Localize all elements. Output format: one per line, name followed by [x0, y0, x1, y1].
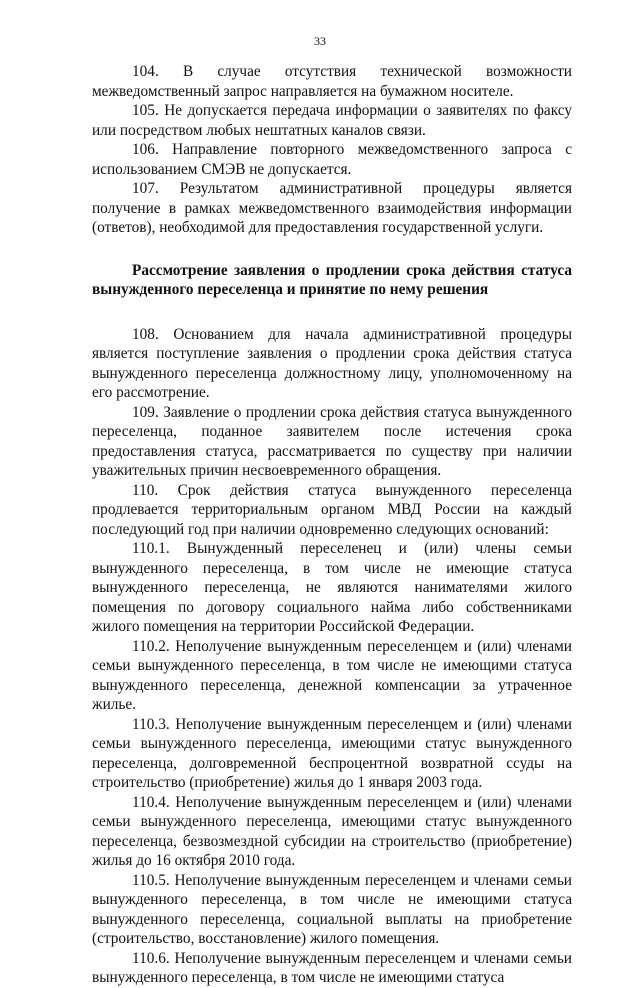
paragraph-110-2: 110.2. Неполучение вынужденным переселенцем и (или) членами семьи вынужденного переселенца, в том числе не имеющими статуса вынужденного переселенца, денежной компенсации за утраченное жилье. [92, 637, 572, 713]
page-number: 33 [314, 34, 326, 48]
paragraph-109: 109. Заявление о продлении срока действия статуса вынужденного переселенца, поданное заявителем после истечения срока предоставления статуса, рассматривается по существу при наличии уважительных причин несвоевременного обращения. [92, 403, 572, 479]
paragraph-110-6: 110.6. Неполучение вынужденным переселенцем и членами семьи вынужденного переселенца, в том числе не имеющими статуса [92, 949, 572, 986]
paragraph-110-4: 110.4. Неполучение вынужденным переселенцем и (или) членами семьи вынужденного переселенца, имеющими статус вынужденного переселенца, безвозмездной субсидии на строительство (приобретение) жилья до 16 октября 2010 года. [92, 793, 572, 869]
paragraph-110-3: 110.3. Неполучение вынужденным переселенцем и (или) членами семьи вынужденного переселенца, имеющими статус вынужденного переселенца, долговременной беспроцентной возвратной ссуды на строительство (приобретение) жилья до 1 января 2003 года. [92, 715, 572, 791]
paragraph-105: 105. Не допускается передача информации о заявителях по факсу или посредством любых нештатных каналов связи. [92, 102, 572, 139]
section-heading: Рассмотрение заявления о продлении срока действия статуса вынужденного переселенца и принятие по нему решения [92, 261, 572, 298]
paragraph-110-1: 110.1. Вынужденный переселенец и (или) члены семьи вынужденного переселенца, в том числе не имеющие статуса вынужденного переселенца, не являются нанимателями жилого помещения по договору социального найма либо собственниками жилого помещения на территории Российской Федерации. [92, 540, 572, 635]
document-body [92, 62, 572, 988]
paragraph-104: 104. В случае отсутствия технической возможности межведомственный запрос направляется на бумажном носителе. [92, 63, 572, 100]
paragraph-107: 107. Результатом административной процедуры является получение в рамках межведомственного взаимодействия информации (ответов), необходимой для предоставления государственной услуги. [92, 180, 572, 236]
paragraph-106: 106. Направление повторного межведомственного запроса с использованием СМЭВ не допускается. [92, 141, 572, 178]
paragraph-110-5: 110.5. Неполучение вынужденным переселенцем и членами семьи вынужденного переселенца, в том числе не имеющими статуса вынужденного переселенца, социальной выплаты на приобретение (строительство, восстановление) жилого помещения. [92, 871, 572, 947]
paragraph-110: 110. Срок действия статуса вынужденного переселенца продлевается территориальным органом МВД России на каждый последующий год при наличии одновременно следующих оснований: [92, 481, 572, 538]
paragraph-108: 108. Основанием для начала административной процедуры является поступление заявления о продлении срока действия статуса вынужденного переселенца должностному лицу, уполномоченному на его рассмотрение. [92, 325, 572, 401]
